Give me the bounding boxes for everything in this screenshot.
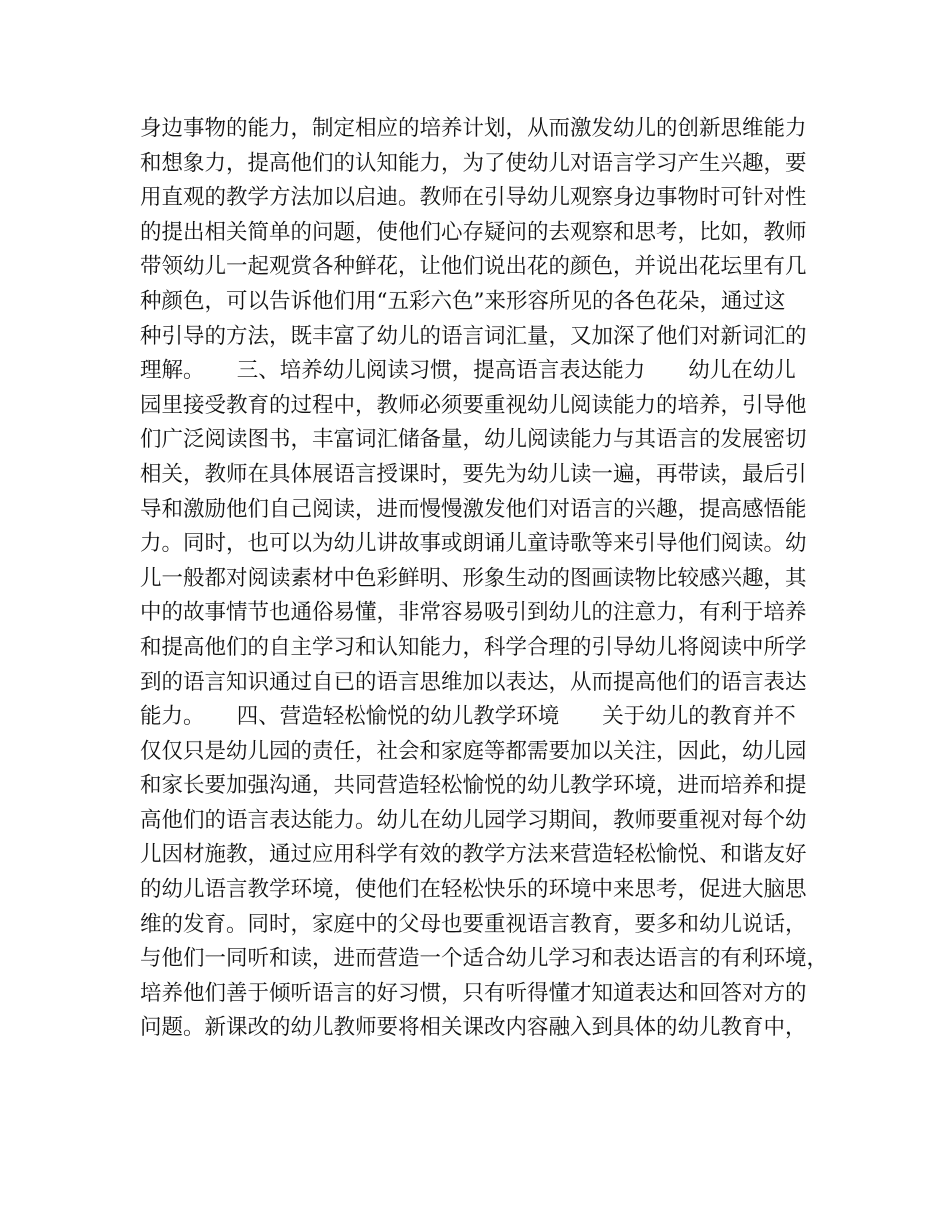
text-line: 力。同时，也可以为幼儿讲故事或朗诵儿童诗歌等来引导他们阅读。幼 xyxy=(140,531,807,557)
text-line: 带领幼儿一起观赏各种鲜花，让他们说出花的颜色，并说出花坛里有几 xyxy=(140,254,807,280)
text-line: 问题。新课改的幼儿教师要将相关课改内容融入到具体的幼儿教育中， xyxy=(140,1015,807,1041)
text-line: 儿一般都对阅读素材中色彩鲜明、形象生动的图画读物比较感兴趣，其 xyxy=(140,565,807,591)
text-line: 和提高他们的自主学习和认知能力，科学合理的引导幼儿将阅读中所学 xyxy=(140,634,807,660)
text-line: 种颜色，可以告诉他们用“五彩六色”来形容所见的各色花朵，通过这 xyxy=(140,288,786,314)
text-line: 培养他们善于倾听语言的好习惯，只有听得懂才知道表达和回答对方的 xyxy=(140,980,807,1006)
body-text xyxy=(140,112,840,1046)
text-line: 中的故事情节也通俗易懂，非常容易吸引到幼儿的注意力，有利于培养 xyxy=(140,600,807,626)
text-line: 身边事物的能力，制定相应的培养计划，从而激发幼儿的创新思维能力 xyxy=(140,116,807,141)
text-line: 用直观的教学方法加以启迪。教师在引导幼儿观察身边事物时可针对性 xyxy=(140,185,807,211)
text-line: 维的发育。同时，家庭中的父母也要重视语言教育，要多和幼儿说话， xyxy=(140,911,807,937)
text-line: 种引导的方法，既丰富了幼儿的语言词汇量，又加深了他们对新词汇的 xyxy=(140,323,807,349)
text-line: 的提出相关简单的问题，使他们心存疑问的去观察和思考，比如，教师 xyxy=(140,219,807,245)
text-line: 和想象力，提高他们的认知能力，为了使幼儿对语言学习产生兴趣，要 xyxy=(140,150,807,176)
text-line: 儿因材施教，通过应用科学有效的教学方法来营造轻松愉悦、和谐友好 xyxy=(140,842,807,868)
text-line: 与他们一同听和读，进而营造一个适合幼儿学习和表达语言的有利环境， xyxy=(140,946,829,972)
text-line: 和家长要加强沟通，共同营造轻松愉悦的幼儿教学环境，进而培养和提 xyxy=(140,773,807,799)
text-line: 仅仅只是幼儿园的责任，社会和家庭等都需要加以关注，因此，幼儿园 xyxy=(140,738,807,764)
text-line: 的幼儿语言教学环境，使他们在轻松快乐的环境中来思考，促进大脑思 xyxy=(140,877,807,903)
text-line: 理解。 三、培养幼儿阅读习惯，提高语言表达能力 幼儿在幼儿 xyxy=(140,358,796,384)
text-line: 能力。 四、营造轻松愉悦的幼儿教学环境 关于幼儿的教育并不 xyxy=(140,704,796,730)
text-line: 导和激励他们自己阅读，进而慢慢激发他们对语言的兴趣，提高感悟能 xyxy=(140,496,807,522)
text-line: 高他们的语言表达能力。幼儿在幼儿园学习期间，教师要重视对每个幼 xyxy=(140,807,807,833)
text-line: 们广泛阅读图书，丰富词汇储备量，幼儿阅读能力与其语言的发展密切 xyxy=(140,427,807,453)
text-line: 相关，教师在具体展语言授课时，要先为幼儿读一遍，再带读，最后引 xyxy=(140,461,807,487)
text-line: 园里接受教育的过程中，教师必须要重视幼儿阅读能力的培养，引导他 xyxy=(140,392,807,418)
text-line: 到的语言知识通过自已的语言思维加以表达，从而提高他们的语言表达 xyxy=(140,669,807,695)
